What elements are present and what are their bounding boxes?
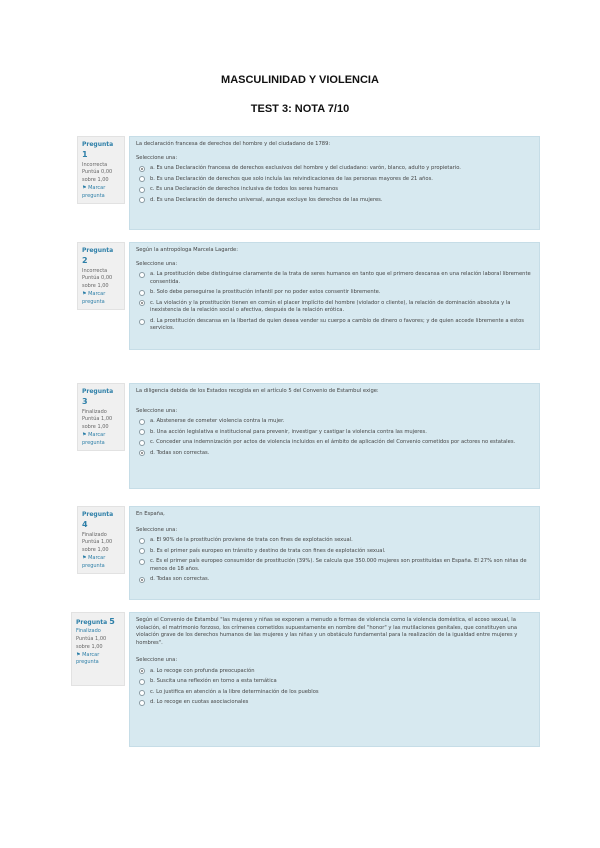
document-title: MASCULINIDAD Y VIOLENCIA xyxy=(221,74,379,86)
question-number: Pregunta 1 xyxy=(82,141,114,160)
question-number: Pregunta 2 xyxy=(82,247,114,266)
radio-button[interactable] xyxy=(139,690,145,696)
question-content xyxy=(129,242,540,350)
question-info xyxy=(77,136,125,204)
option-label: c. Es el primer país europeo consumidor de prostitución (39%). Se calcula que 350.000 mujeres son prostituidas en España. El 27% son niñas de menos de 18 años. xyxy=(150,558,527,572)
answer-prompt: Seleccione una: xyxy=(136,657,178,664)
radio-button[interactable] xyxy=(139,300,145,306)
answer-option[interactable] xyxy=(136,450,533,458)
question-score: Puntúa 1,00 sobre 1,00 xyxy=(76,636,107,650)
answer-option[interactable] xyxy=(136,197,533,205)
flag-icon: ⚑ xyxy=(76,651,81,658)
answer-option[interactable] xyxy=(136,271,533,286)
option-label: a. Lo recoge con profunda preocupación xyxy=(150,667,255,674)
answer-option[interactable] xyxy=(136,576,533,584)
radio-button[interactable] xyxy=(139,679,145,685)
radio-button[interactable] xyxy=(139,319,145,325)
radio-button[interactable] xyxy=(139,548,145,554)
answer-option[interactable] xyxy=(136,289,533,297)
radio-button[interactable] xyxy=(139,700,145,706)
radio-button[interactable] xyxy=(139,166,145,172)
answer-prompt: Seleccione una: xyxy=(136,526,178,533)
option-label: d. La prostitución descansa en la libertad de quien desea vender su cuerpo a cambio de dinero o favores; y de quien accede libremente a estos servicios. xyxy=(150,317,524,332)
answer-prompt: Seleccione una: xyxy=(136,260,178,267)
radio-button[interactable] xyxy=(139,559,145,565)
option-label: c. La violación y la prostitución tienen en común el placer implícito del hombre (violador o cliente), la relación de dominación absoluta y la inexistencia de la relación social o afectiva, después de la relación erótica. xyxy=(150,299,511,314)
option-label: d. Todas son correctas. xyxy=(150,449,210,456)
flag-icon: ⚑ xyxy=(82,554,87,561)
question-info xyxy=(71,612,125,686)
flag-icon: ⚑ xyxy=(82,184,87,191)
radio-button[interactable] xyxy=(139,197,145,203)
question-text: La declaración francesa de derechos del hombre y del ciudadano de 1789: xyxy=(136,141,331,147)
option-label: a. La prostitución debe distinguirse claramente de la trata de seres humanos en tanto que el primero descansa en una relación laboral libremente consentida. xyxy=(150,271,531,285)
option-label: a. Abstenerse de cometer violencia contra la mujer. xyxy=(150,418,285,425)
answer-option[interactable] xyxy=(136,300,533,315)
option-label: c. Lo justifica en atención a la libre determinación de los pueblos xyxy=(150,688,319,695)
option-label: c. Es una Declaración de derechos inclusiva de todos los seres humanos xyxy=(150,186,338,193)
question-number: Pregunta 5 xyxy=(76,617,115,626)
answer-option[interactable] xyxy=(136,318,533,333)
option-label: d. Todas son correctas. xyxy=(150,576,210,583)
flag-question-link[interactable]: ⚑ Marcar pregunta xyxy=(76,651,100,666)
question-status: Finalizado xyxy=(82,408,107,415)
question-text: La diligencia debida de los Estados recogida en el artículo 5 del Convenio de Estambul exige: xyxy=(136,388,379,394)
answer-prompt: Seleccione una: xyxy=(136,407,178,414)
question-content xyxy=(129,506,540,600)
question-text: Según el Convenio de Estambul "las mujeres y niñas se exponen a menudo a formas de violencia como la violencia doméstica, el acoso sexual, la violación, el matrimonio forzoso, los crímenes cometidos supuestamente en nombre del "honor" y las mutilaciones genitales, que constituyen una violación grave de los derechos humanos de las mujeres y las niñas y un obstáculo fundamental para la realización de la igualdad entre mujeres y hombres". xyxy=(136,617,518,646)
radio-button[interactable] xyxy=(139,272,145,278)
radio-button[interactable] xyxy=(139,538,145,544)
radio-button[interactable] xyxy=(139,290,145,296)
question-status: Finalizado xyxy=(76,628,101,635)
answer-option[interactable] xyxy=(136,418,533,426)
radio-button[interactable] xyxy=(139,668,145,674)
question-status: Incorrecta xyxy=(82,267,108,274)
question-info xyxy=(77,383,125,451)
radio-button[interactable] xyxy=(139,176,145,182)
option-label: b. Una acción legislativa e institucional para prevenir, investigar y castigar la violencia contra las mujeres. xyxy=(150,428,427,435)
option-label: b. Solo debe perseguirse la prostitución infantil por no poder estos consentir libremente. xyxy=(150,289,381,296)
answer-prompt: Seleccione una: xyxy=(136,154,178,161)
answer-option[interactable] xyxy=(136,537,533,545)
answer-option[interactable] xyxy=(136,678,533,686)
question-content xyxy=(129,136,540,230)
flag-question-link[interactable]: ⚑ Marcar pregunta xyxy=(82,554,106,569)
radio-button[interactable] xyxy=(139,450,145,456)
answer-option[interactable] xyxy=(136,668,533,676)
question-text: En España, xyxy=(136,511,165,517)
answer-option[interactable] xyxy=(136,429,533,437)
option-label: a. El 90% de la prostitución proviene de trata con fines de explotación sexual. xyxy=(150,537,353,544)
radio-button[interactable] xyxy=(139,440,145,446)
flag-question-link[interactable]: ⚑ Marcar pregunta xyxy=(82,431,106,446)
flag-icon: ⚑ xyxy=(82,290,87,297)
flag-icon: ⚑ xyxy=(82,431,87,438)
answer-option[interactable] xyxy=(136,439,533,447)
question-info xyxy=(77,242,125,310)
option-label: c. Conceder una indemnización por actos de violencia incluidos en el ámbito de aplicación del Convenio cometidos por actores no estatales. xyxy=(150,439,516,446)
radio-button[interactable] xyxy=(139,419,145,425)
option-label: b. Es una Declaración de derechos que solo incluía las reivindicaciones de las personas mayores de 21 años. xyxy=(150,175,433,182)
question-number: Pregunta 3 xyxy=(82,388,114,407)
question-score: Puntúa 0,00 sobre 1,00 xyxy=(82,169,113,184)
flag-question-link[interactable]: ⚑ Marcar pregunta xyxy=(82,184,106,199)
question-number: Pregunta 4 xyxy=(82,511,114,530)
question-info xyxy=(77,506,125,574)
question-content xyxy=(129,383,540,489)
radio-button[interactable] xyxy=(139,187,145,193)
flag-question-link[interactable]: ⚑ Marcar pregunta xyxy=(82,290,106,305)
question-score: Puntúa 1,00 sobre 1,00 xyxy=(82,539,113,554)
answer-option[interactable] xyxy=(136,558,533,573)
answer-option[interactable] xyxy=(136,548,533,556)
option-label: b. Suscita una reflexión en torno a esta temática xyxy=(150,678,277,685)
answer-option[interactable] xyxy=(136,699,533,707)
answer-option[interactable] xyxy=(136,176,533,184)
question-score: Puntúa 0,00 sobre 1,00 xyxy=(82,275,113,290)
option-label: d. Lo recoge en cuotas asociacionales xyxy=(150,699,249,706)
question-content xyxy=(129,612,540,747)
answer-option[interactable] xyxy=(136,689,533,697)
option-label: a. Es una Declaración francesa de derechos exclusivos del hombre y del ciudadano: varón, blanco, adulto y propietario. xyxy=(150,165,461,172)
question-score: Puntúa 1,00 sobre 1,00 xyxy=(82,416,113,431)
radio-button[interactable] xyxy=(139,429,145,435)
option-label: b. Es el primer país europeo en tránsito y destino de trata con fines de explotación sexual. xyxy=(150,547,386,554)
answer-option[interactable] xyxy=(136,165,533,173)
question-status: Finalizado xyxy=(82,531,107,538)
document-subtitle: TEST 3: NOTA 7/10 xyxy=(250,103,350,115)
option-label: d. Es una Declaración de derecho universal, aunque excluye los derechos de las mujeres. xyxy=(150,196,383,203)
question-text: Según la antropóloga Marcela Lagarde: xyxy=(136,247,238,253)
radio-button[interactable] xyxy=(139,577,145,583)
answer-option[interactable] xyxy=(136,186,533,194)
question-status: Incorrecta xyxy=(82,161,108,168)
